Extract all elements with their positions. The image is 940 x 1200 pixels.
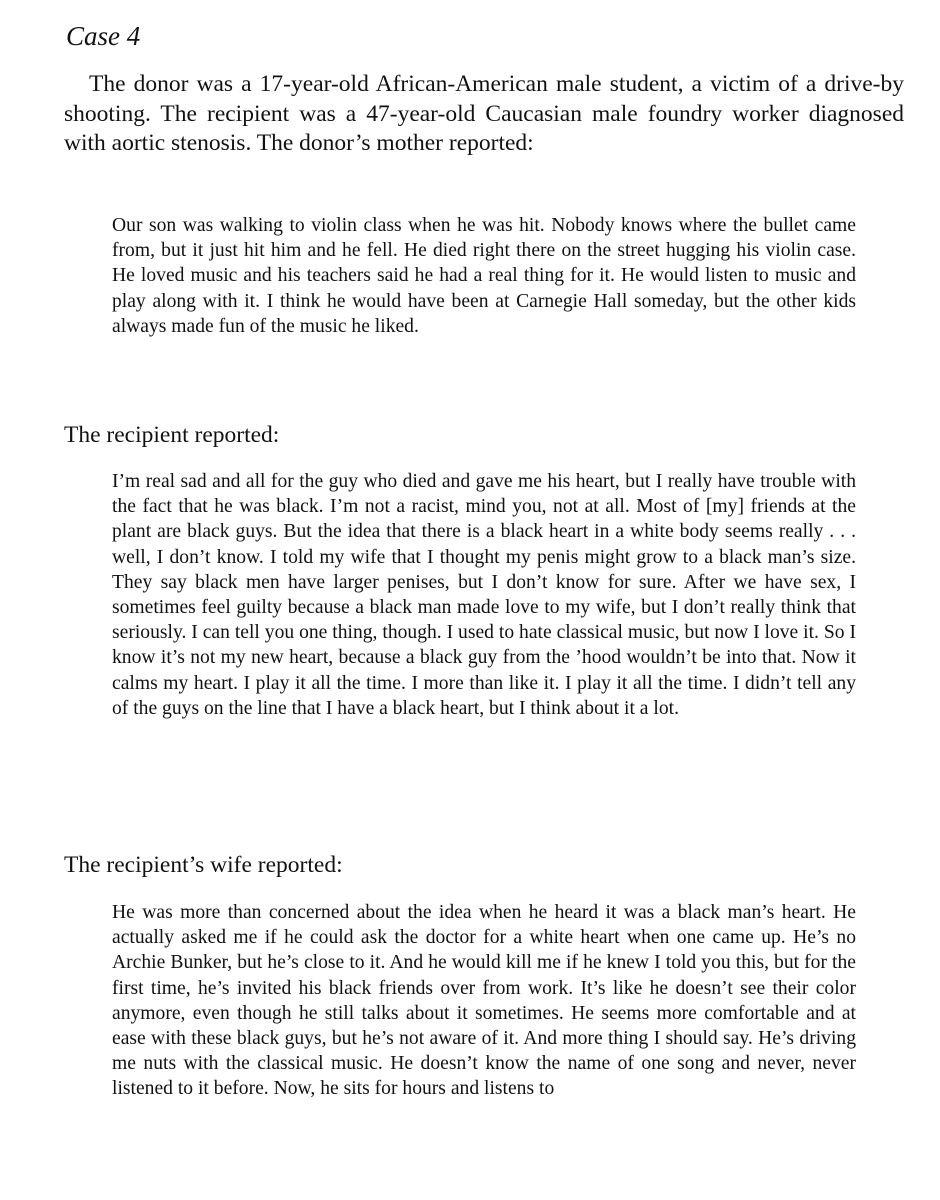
recipient-quote: I’m real sad and all for the guy who died and gave me his heart, but I really have trouble with the fact that he was black. I’m not a racist, mind you, not at all. Most of [my] friends at the plant are black guys. But the idea that there is a black heart in a white body seems really . . . well, I don’t know. I told my wife that I thought my penis might grow to a black man’s size. They say black men have larger penises, but I don’t know for sure. After we have sex, I sometimes feel guilty because a black man made love to my wife, but I don’t really think that seriously. I can tell you one thing, though. I used to hate classical music, but now I love it. So I know it’s not my new heart, because a black guy from the ’hood wouldn’t be into that. Now it calms my heart. I play it all the time. I more than like it. I play it all the time. I didn’t tell any of the guys on the line that I have a black heart, but I think about it a lot. [112,471,856,719]
donor-mother-quote: Our son was walking to violin class when he was hit. Nobody knows where the bullet came from, but it just hit him and he fell. He died right there on the street hugging his violin case. He loved music and his teachers said he had a real thing for it. He would listen to music and play along with it. I think he would have been at Carnegie Hall someday, but the other kids always made fun of the music he liked. [112,215,856,337]
recipient-label: The recipient reported: [64,422,280,448]
wife-quote: He was more than concerned about the idea when he heard it was a black man’s heart. He actually asked me if he could ask the doctor for a white heart when one came up. He’s no Archie Bunker, but he’s close to it. And he would kill me if he knew I told you this, but for the first time, he’s invited his black friends over from work. It’s like he doesn’t see their color anymore, even though he still talks about it sometimes. He seems more comfortable and at ease with these black guys, but he’s not aware of it. And more thing I should say. He’s driving me nuts with the classical music. He doesn’t know the name of one song and never, never listened to it before. Now, he sits for hours and listens to [112,902,856,1100]
case-heading: Case 4 [66,21,141,51]
intro-paragraph: The donor was a 17-year-old African-American male student, a victim of a drive-by shooting. The recipient was a 47-year-old Caucasian male foundry worker diagnosed with aortic stenosis. The donor’s mother reported: [64,71,904,156]
wife-label: The recipient’s wife reported: [64,852,343,878]
